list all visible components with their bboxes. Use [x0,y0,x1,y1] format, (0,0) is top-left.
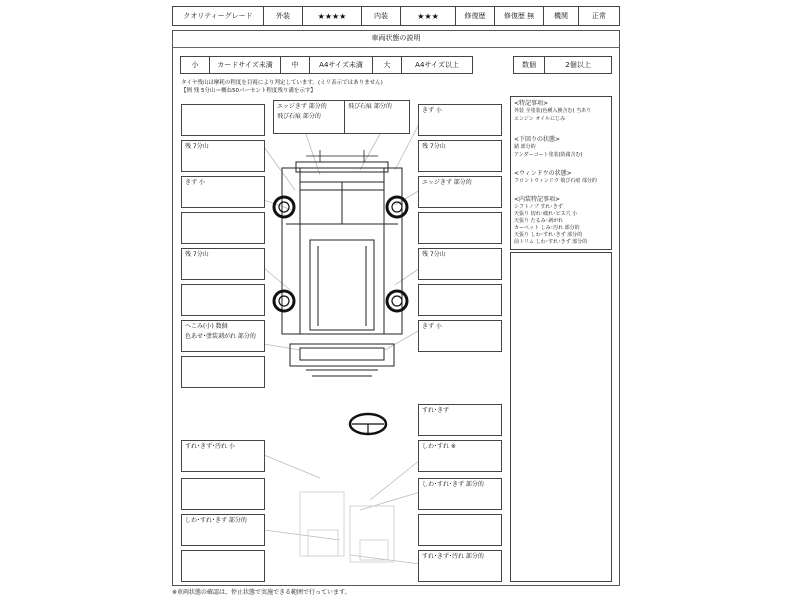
size-medium: 中 [280,56,310,74]
steering-label: すれ･きず [422,407,450,414]
damage-box-roof-mid [344,100,410,134]
fender-left-label: きず 小 [185,179,205,186]
roof-front-label: エッジきず 部分的 [277,103,327,110]
repair-label: 修復歴 [455,6,495,26]
rear-left-label-b: 色あせ･塗装剥がれ 部分的 [185,333,256,340]
interior-rating: ★★★ [400,6,456,26]
damage-box-rear-left [181,320,265,352]
count-label: 数個 [513,56,545,74]
notes-heading-2: <下回りの状態> [514,136,561,143]
damage-box-right-10 [418,514,502,546]
tire-note-1: タイヤ残山は摩耗の程度を目視により判定しています。(ミリ表示ではありません) [181,80,383,86]
exterior-rating: ★★★★ [302,6,362,26]
notes-item-2a: 錆 部分的 [514,144,536,150]
notes-item-4d: カーペット しみ･汚れ 部分的 [514,225,580,231]
rear-left-label-a: へこみ(小) 数個 [185,323,228,330]
footer-note: ※車両状態の確認は、停止状態で実施できる範囲で行っています。 [172,589,351,596]
engine-label: 機関 [543,6,579,26]
damage-box-steering [418,404,502,436]
damage-box-seat-left [181,440,265,472]
notes-heading-3: <ウィンドウの状態> [514,170,572,177]
damage-box-tire-fl [181,140,265,172]
damage-box-tire-rl [181,248,265,280]
damage-box-left-8 [181,356,265,388]
damage-box-left-4 [181,212,265,244]
steering-wheel-icon [350,414,386,434]
sheet-title: 車両状態の説明 [371,34,421,42]
interior-label: 内装 [361,6,401,26]
tire-note-2: 【例 残 5分山＝概ね50パーセント程度残り溝を示す】 [181,88,316,94]
repair-value: 修復歴 無 [494,6,544,26]
size-small: 小 [180,56,210,74]
notes-item-3a: フロントウィンドウ 飛び石痕 部分的 [514,178,597,184]
damage-box-roof-front [273,100,345,134]
damage-box-seat-left-2 [181,514,265,546]
tire-fl-label: 残 7分山 [185,143,209,150]
damage-box-left-10 [181,478,265,510]
damage-box-fender-right [418,176,502,208]
notes-heading-1: <特記事項> [514,100,549,107]
notes-item-4f: 前トリム しわ･すれ･きず 部分的 [514,239,588,245]
car-outline [282,162,402,376]
notes-blank-panel [510,252,612,582]
damage-box-seat-right-1 [418,440,502,472]
notes-item-4c: 天張り たるみ･剥がれ [514,218,564,224]
size-medium-desc: A4サイズ未満 [309,56,373,74]
damage-box-seat-right-2 [418,478,502,510]
damage-box-left-12 [181,550,265,582]
damage-box-left-6 [181,284,265,316]
seat-left-label: すれ･きず･汚れ 小 [185,443,235,450]
notes-item-2b: アンダーコート塗装(防錆含む) [514,152,583,158]
tire-fr-label: 残 7分山 [422,143,446,150]
notes-item-4b: 天張り 切れ･破れ･ピス穴 小 [514,211,578,217]
notes-item-4e: 天張り しわ･すれ･きず 部分的 [514,232,583,238]
size-large: 大 [372,56,402,74]
fender-right-label: エッジきず 部分的 [422,179,472,186]
damage-box-tire-rr [418,248,502,280]
seat-left-2-label: しわ･すれ･きず 部分的 [185,517,247,524]
damage-box-seat-right-3 [418,550,502,582]
car-mirror-lines [306,150,378,162]
notes-item-4a: シフトノブ すれ･きず [514,204,563,210]
seat-right-3-label: すれ･きず･汚れ 部分的 [422,553,484,560]
engine-value: 正常 [578,6,620,26]
damage-box-fender-left [181,176,265,208]
notes-item-1a: 外装 全塗装(色種入換含む) 当あり [514,108,592,114]
tire-rr-label: 残 7分山 [422,251,446,258]
notes-item-1b: エンジン オイルにじみ [514,116,566,122]
quality-grade-label: クオリティーグレード [172,6,264,26]
interior-seats [300,492,394,562]
rear-right-label: きず 小 [422,323,442,330]
damage-box-rear-right [418,320,502,352]
exterior-label: 外装 [263,6,303,26]
count-desc: 2個以上 [544,56,612,74]
size-small-desc: カードサイズ未満 [209,56,281,74]
damage-box-tire-fr [418,140,502,172]
notes-heading-4: <内装特記事項> [514,196,561,203]
damage-box-right-4 [418,212,502,244]
damage-box-left-1 [181,104,265,136]
tire-rl-label: 残 7分山 [185,251,209,258]
damage-box-right-6 [418,284,502,316]
roof-front-label-2: 飛び石痕 部分的 [277,113,321,120]
damage-box-front-right [418,104,502,136]
front-right-label: きず 小 [422,107,442,114]
tire-icons [274,197,407,311]
seat-right-2-label: しわ･すれ･きず 部分的 [422,481,484,488]
seat-right-1-label: しわ･すれ ※ [422,443,456,450]
size-large-desc: A4サイズ以上 [401,56,473,74]
roof-mid-label: 飛び石痕 部分的 [348,103,392,110]
